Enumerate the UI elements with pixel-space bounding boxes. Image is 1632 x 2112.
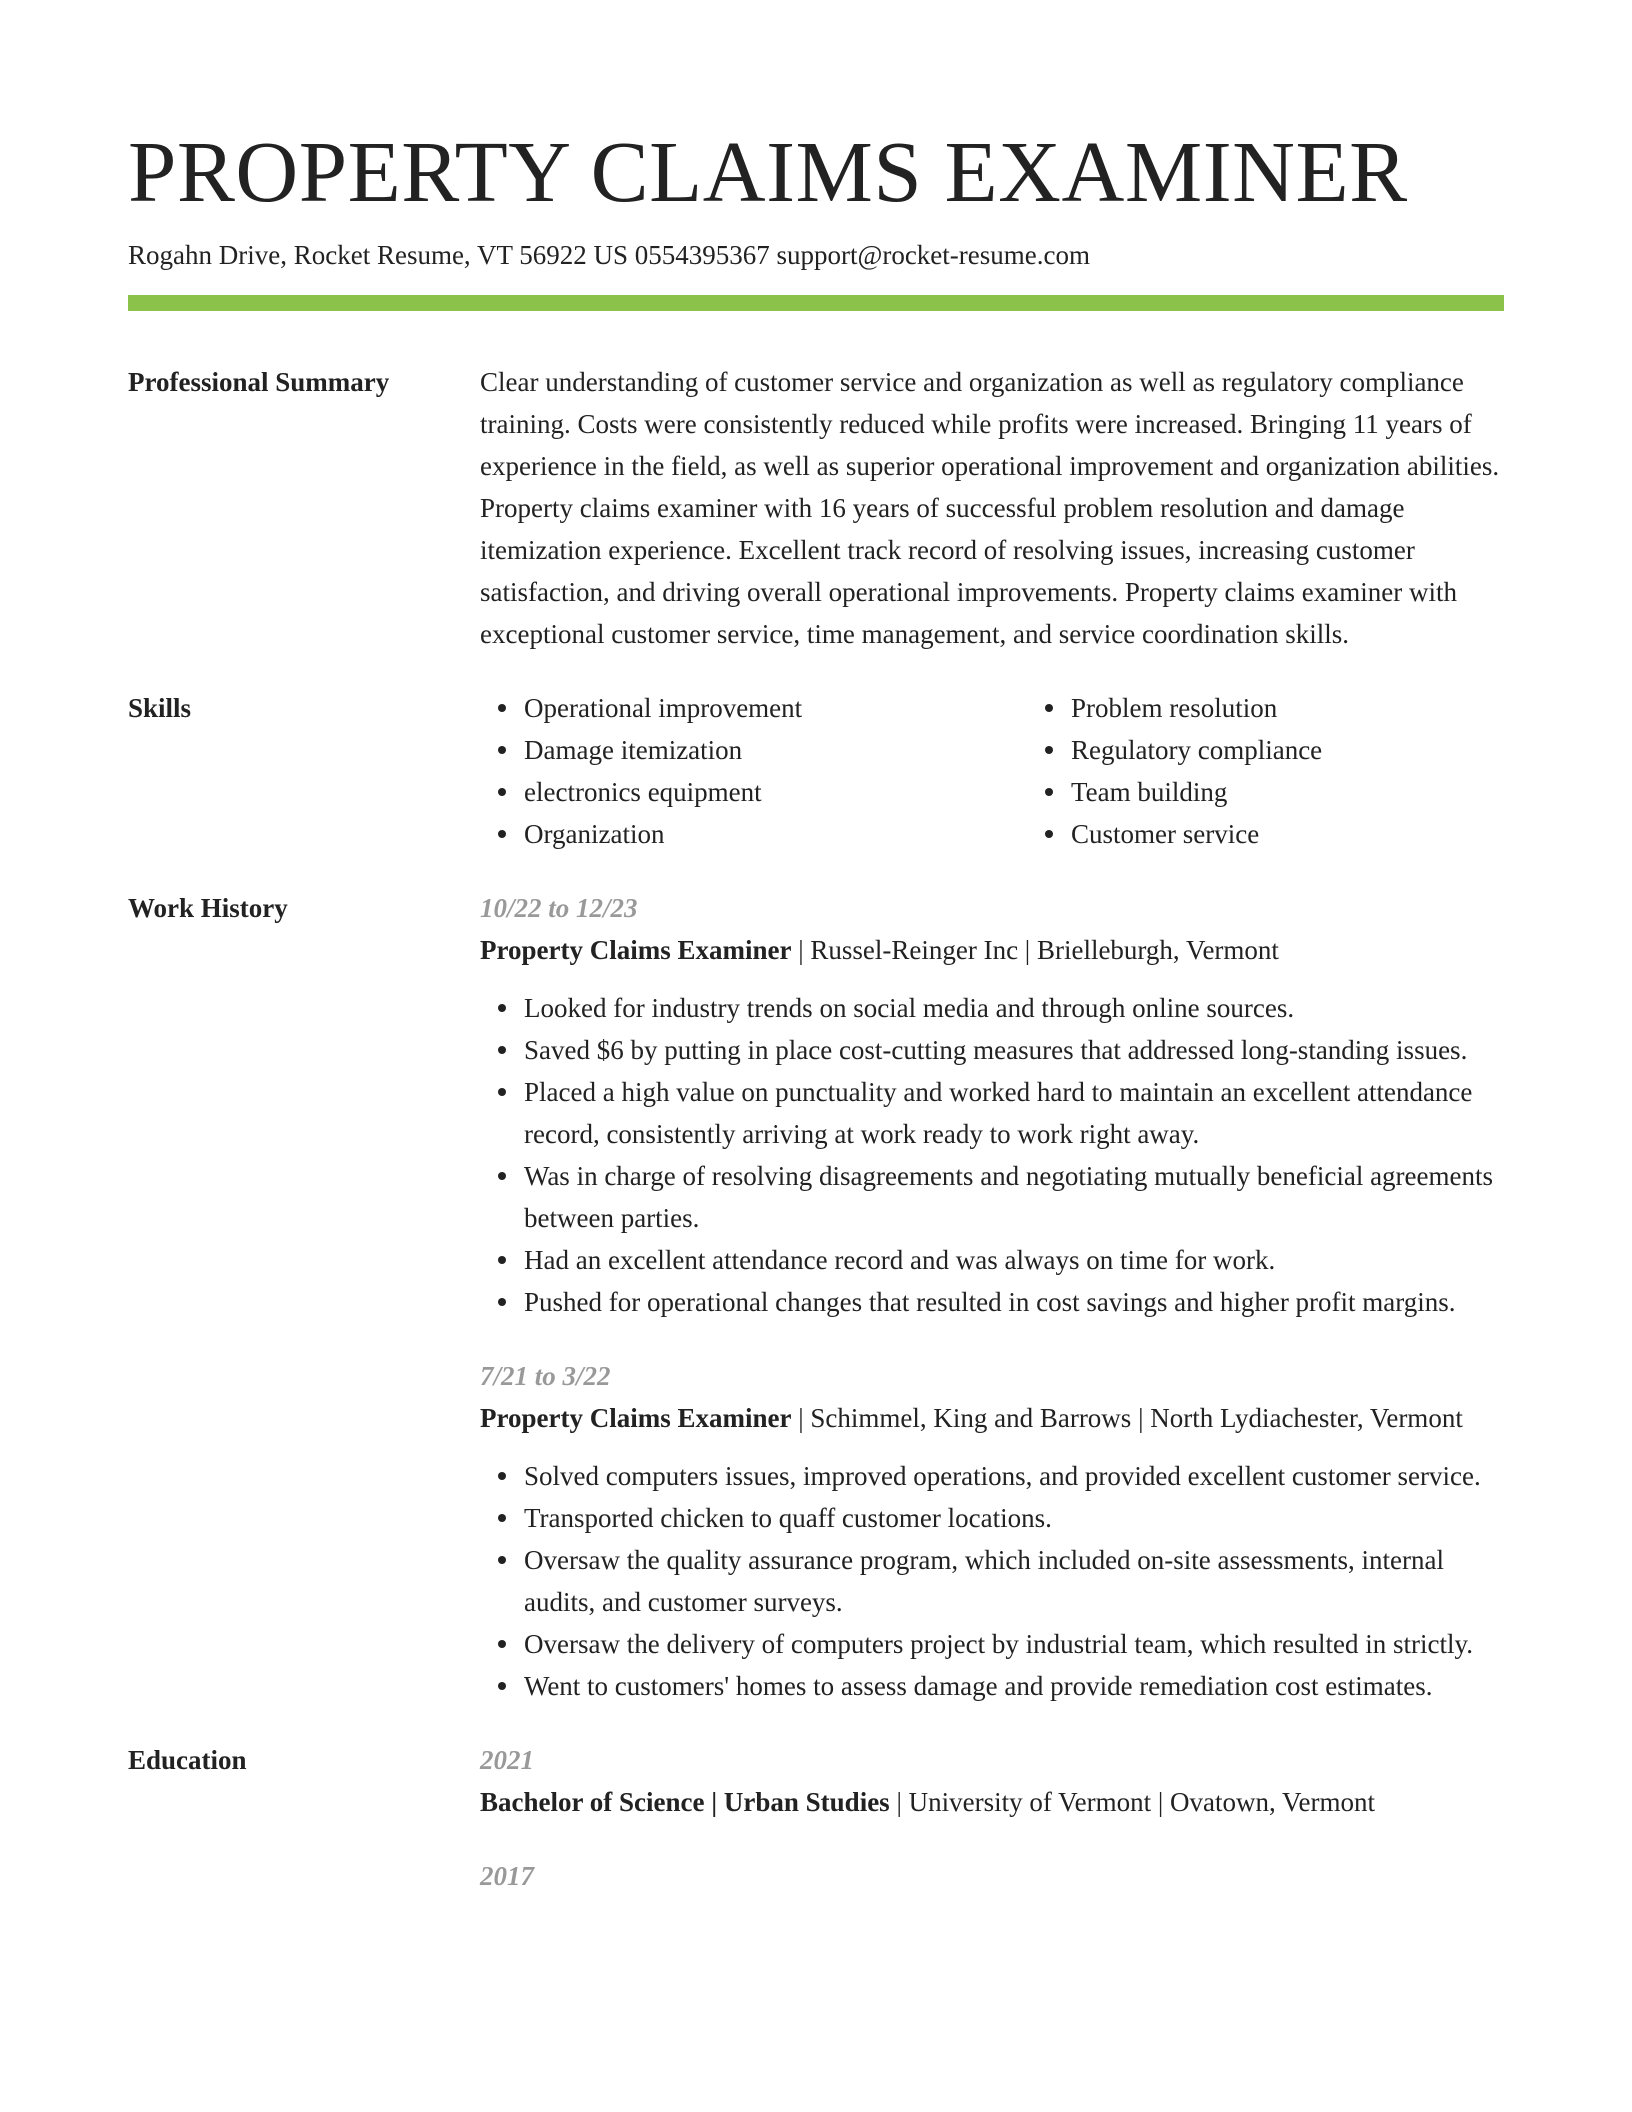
summary-section bbox=[128, 361, 1504, 655]
section-label-skills: Skills bbox=[128, 693, 192, 723]
education-heading bbox=[480, 1781, 1504, 1823]
skills-column-2 bbox=[1027, 687, 1574, 855]
skill-item: Customer service bbox=[1071, 813, 1574, 855]
job-bullets bbox=[480, 987, 1504, 1323]
job-bullet: Had an excellent attendance record and was always on time for work. bbox=[524, 1239, 1504, 1281]
job-bullet: Solved computers issues, improved operations, and provided excellent customer service. bbox=[524, 1455, 1504, 1497]
job-details: | Russel-Reinger Inc | Brielleburgh, Vermont bbox=[791, 935, 1279, 965]
job-bullet: Looked for industry trends on social media and through online sources. bbox=[524, 987, 1504, 1029]
section-label-education: Education bbox=[128, 1745, 247, 1775]
education-section bbox=[128, 1739, 1504, 1897]
job-bullet: Went to customers' homes to assess damage and provide remediation cost estimates. bbox=[524, 1665, 1504, 1707]
job-bullet: Transported chicken to quaff customer locations. bbox=[524, 1497, 1504, 1539]
education-date: 2017 bbox=[480, 1861, 534, 1891]
job-date: 7/21 to 3/22 bbox=[480, 1361, 611, 1391]
resume-title: PROPERTY CLAIMS EXAMINER bbox=[128, 123, 1408, 220]
skill-item: Organization bbox=[524, 813, 1027, 855]
job-bullet: Was in charge of resolving disagreements and negotiating mutually beneficial agreements between parties. bbox=[524, 1155, 1504, 1239]
skill-item: Regulatory compliance bbox=[1071, 729, 1574, 771]
job-bullet: Oversaw the quality assurance program, which included on-site assessments, internal audits, and customer surveys. bbox=[524, 1539, 1504, 1623]
job-entry bbox=[480, 887, 1504, 1323]
job-heading bbox=[480, 1397, 1504, 1439]
education-entry bbox=[480, 1739, 1504, 1823]
summary-text: Clear understanding of customer service and organization as well as regulatory compliance training. Costs were consistently reduced while profits were increased. Bringing 11 years of experience in the field, as well as superior operational improvement and organization abilities. Property claims examiner with 16 years of successful problem resolution and damage itemization experience. Excellent track record of resolving issues, increasing customer satisfaction, and driving overall operational improvements. Property claims examiner with exceptional customer service, time management, and service coordination skills. bbox=[480, 367, 1500, 649]
job-title: Property Claims Examiner bbox=[480, 1403, 792, 1433]
skill-item: Damage itemization bbox=[524, 729, 1027, 771]
job-title: Property Claims Examiner bbox=[480, 935, 792, 965]
resume-page bbox=[128, 0, 1504, 1897]
skill-item: Operational improvement bbox=[524, 687, 1027, 729]
job-bullet: Saved $6 by putting in place cost-cutting measures that addressed long-standing issues. bbox=[524, 1029, 1504, 1071]
job-bullet: Oversaw the delivery of computers project by industrial team, which resulted in strictly. bbox=[524, 1623, 1504, 1665]
job-bullets bbox=[480, 1455, 1504, 1707]
job-entry bbox=[480, 1355, 1504, 1707]
skill-item: electronics equipment bbox=[524, 771, 1027, 813]
accent-divider bbox=[128, 295, 1504, 311]
work-history-body bbox=[480, 887, 1504, 1707]
section-label-work-history: Work History bbox=[128, 893, 288, 923]
job-details: | Schimmel, King and Barrows | North Lydiachester, Vermont bbox=[791, 1403, 1463, 1433]
education-date: 2021 bbox=[480, 1745, 534, 1775]
job-bullet: Pushed for operational changes that resulted in cost savings and higher profit margins. bbox=[524, 1281, 1504, 1323]
job-bullet: Placed a high value on punctuality and worked hard to maintain an excellent attendance record, consistently arriving at work ready to work right away. bbox=[524, 1071, 1504, 1155]
work-history-section bbox=[128, 887, 1504, 1707]
education-body bbox=[480, 1739, 1504, 1897]
education-degree: Bachelor of Science | Urban Studies bbox=[480, 1787, 890, 1817]
skills-body bbox=[480, 687, 1574, 855]
summary-body bbox=[480, 361, 1504, 655]
skills-columns bbox=[480, 687, 1574, 855]
education-details: | University of Vermont | Ovatown, Vermont bbox=[889, 1787, 1375, 1817]
skills-column-1 bbox=[480, 687, 1027, 855]
skill-item: Problem resolution bbox=[1071, 687, 1574, 729]
job-date: 10/22 to 12/23 bbox=[480, 893, 638, 923]
job-heading bbox=[480, 929, 1504, 971]
skills-section bbox=[128, 687, 1504, 855]
contact-line: Rogahn Drive, Rocket Resume, VT 56922 US 0554395367 support@rocket-resume.com bbox=[128, 240, 1090, 270]
education-entry bbox=[480, 1855, 1504, 1897]
section-label-summary: Professional Summary bbox=[128, 367, 390, 397]
skill-item: Team building bbox=[1071, 771, 1574, 813]
